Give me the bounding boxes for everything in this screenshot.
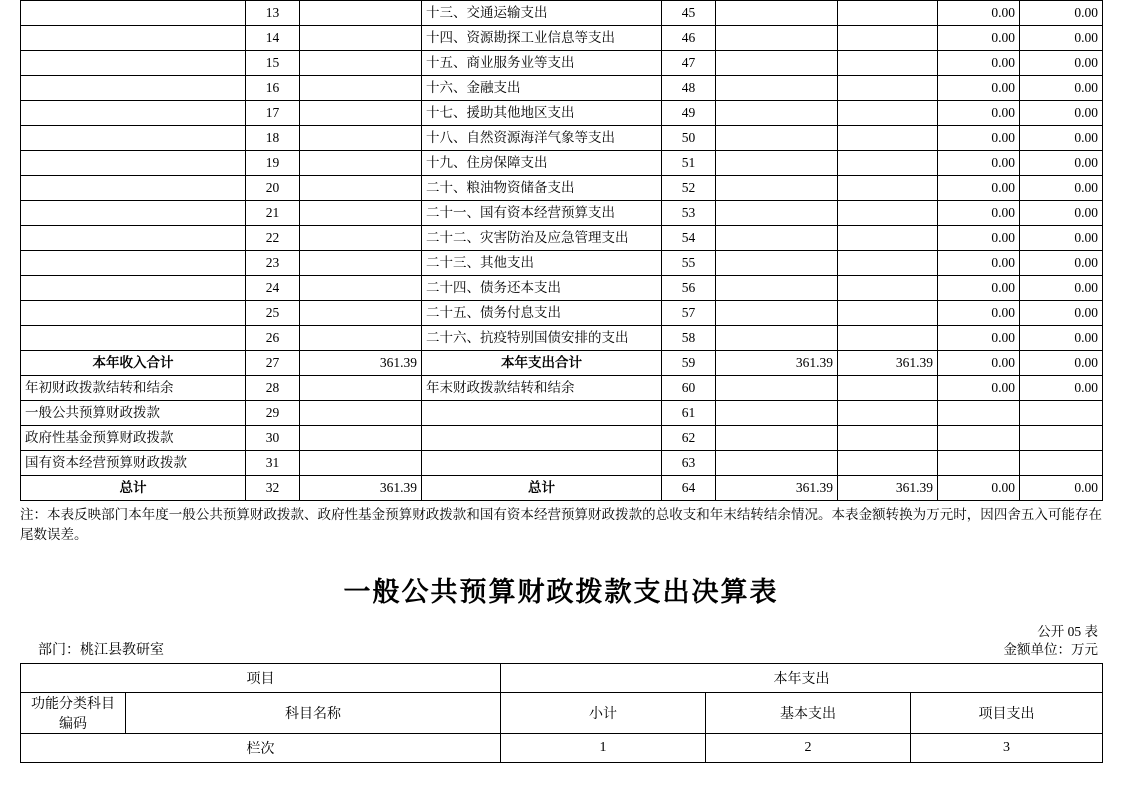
row-left-label <box>21 276 246 301</box>
budget-continued-table <box>20 0 1103 501</box>
row-value-1 <box>716 201 838 226</box>
header-num-3: 3 <box>911 734 1103 763</box>
row-right-no: 56 <box>662 276 716 301</box>
row-left-no: 27 <box>246 351 300 376</box>
row-left-no: 18 <box>246 126 300 151</box>
row-left-no: 26 <box>246 326 300 351</box>
department-line <box>38 639 164 659</box>
row-left-value <box>300 301 422 326</box>
row-left-no: 21 <box>246 201 300 226</box>
row-left-no: 31 <box>246 451 300 476</box>
header-num-1: 1 <box>501 734 706 763</box>
row-right-label: 本年支出合计 <box>422 351 662 376</box>
row-left-no: 28 <box>246 376 300 401</box>
row-left-value <box>300 326 422 351</box>
row-value-1 <box>716 326 838 351</box>
row-value-3: 0.00 <box>938 276 1020 301</box>
row-value-2 <box>838 251 938 276</box>
row-left-label <box>21 126 246 151</box>
table-row <box>21 76 1103 101</box>
table-row <box>21 101 1103 126</box>
row-value-3 <box>938 401 1020 426</box>
row-right-no: 46 <box>662 26 716 51</box>
row-left-no: 22 <box>246 226 300 251</box>
row-right-no: 49 <box>662 101 716 126</box>
row-value-1 <box>716 376 838 401</box>
row-left-label <box>21 151 246 176</box>
row-right-label: 总计 <box>422 476 662 501</box>
row-left-no: 17 <box>246 101 300 126</box>
row-right-label: 二十四、债务还本支出 <box>422 276 662 301</box>
row-right-no: 47 <box>662 51 716 76</box>
header-group-current-year: 本年支出 <box>501 664 1103 693</box>
row-value-3: 0.00 <box>938 476 1020 501</box>
header-col-project: 项目支出 <box>911 693 1103 734</box>
row-right-label: 十九、住房保障支出 <box>422 151 662 176</box>
expenditure-table <box>20 663 1103 763</box>
table-row <box>21 326 1103 351</box>
row-value-3: 0.00 <box>938 176 1020 201</box>
row-right-label: 二十五、债务付息支出 <box>422 301 662 326</box>
row-value-2 <box>838 326 938 351</box>
row-value-2 <box>838 451 938 476</box>
row-value-2 <box>838 76 938 101</box>
row-left-value <box>300 401 422 426</box>
row-value-2 <box>838 276 938 301</box>
table-row <box>21 376 1103 401</box>
row-left-label <box>21 101 246 126</box>
row-value-2 <box>838 301 938 326</box>
row-right-no: 51 <box>662 151 716 176</box>
row-right-label: 二十三、其他支出 <box>422 251 662 276</box>
header-row-label: 栏次 <box>21 734 501 763</box>
row-left-label: 一般公共预算财政拨款 <box>21 401 246 426</box>
table-meta <box>20 623 1102 657</box>
table-row <box>21 1 1103 26</box>
row-left-label: 国有资本经营预算财政拨款 <box>21 451 246 476</box>
row-left-label <box>21 51 246 76</box>
row-right-no: 61 <box>662 401 716 426</box>
row-left-value <box>300 276 422 301</box>
header-col-code <box>21 693 126 734</box>
row-left-no: 23 <box>246 251 300 276</box>
row-value-2 <box>838 151 938 176</box>
row-left-no: 32 <box>246 476 300 501</box>
header-column-row <box>21 693 1103 734</box>
row-value-4: 0.00 <box>1020 201 1103 226</box>
table-row <box>21 201 1103 226</box>
row-value-4 <box>1020 401 1103 426</box>
row-left-value <box>300 26 422 51</box>
row-value-1 <box>716 426 838 451</box>
row-right-label: 十七、援助其他地区支出 <box>422 101 662 126</box>
table-note: 注：本表反映部门本年度一般公共预算财政拨款、政府性基金预算财政拨款和国有资本经营预算财政拨款的总收支和年末结转结余情况。本表金额转换为万元时，因四舍五入可能存在尾数误差。 <box>20 507 1102 542</box>
row-left-no: 15 <box>246 51 300 76</box>
row-left-no: 14 <box>246 26 300 51</box>
row-right-label: 二十六、抗疫特别国债安排的支出 <box>422 326 662 351</box>
row-value-4: 0.00 <box>1020 101 1103 126</box>
row-value-4: 0.00 <box>1020 376 1103 401</box>
row-left-label: 政府性基金预算财政拨款 <box>21 426 246 451</box>
row-value-4: 0.00 <box>1020 51 1103 76</box>
row-value-1 <box>716 51 838 76</box>
row-value-4: 0.00 <box>1020 276 1103 301</box>
row-value-3: 0.00 <box>938 151 1020 176</box>
row-left-label <box>21 76 246 101</box>
row-value-4: 0.00 <box>1020 151 1103 176</box>
header-column-number-row <box>21 734 1103 763</box>
row-value-1 <box>716 401 838 426</box>
row-value-3 <box>938 451 1020 476</box>
row-value-1 <box>716 451 838 476</box>
table-row <box>21 151 1103 176</box>
row-right-label: 十六、金融支出 <box>422 76 662 101</box>
row-value-4: 0.00 <box>1020 76 1103 101</box>
header-num-2: 2 <box>706 734 911 763</box>
table-row-grand-total <box>21 476 1103 501</box>
row-value-4: 0.00 <box>1020 326 1103 351</box>
row-right-no: 62 <box>662 426 716 451</box>
row-value-1 <box>716 176 838 201</box>
row-value-2 <box>838 126 938 151</box>
row-value-4: 0.00 <box>1020 251 1103 276</box>
row-left-no: 24 <box>246 276 300 301</box>
row-right-no: 64 <box>662 476 716 501</box>
row-left-value <box>300 51 422 76</box>
table-row <box>21 126 1103 151</box>
row-left-label <box>21 326 246 351</box>
row-value-3: 0.00 <box>938 376 1020 401</box>
row-value-3: 0.00 <box>938 51 1020 76</box>
table-row <box>21 401 1103 426</box>
row-left-value <box>300 76 422 101</box>
row-right-no: 60 <box>662 376 716 401</box>
row-value-2 <box>838 26 938 51</box>
page-title: 一般公共预算财政拨款支出决算表 <box>343 577 779 608</box>
expenditure-table-header <box>21 664 1103 763</box>
table-row <box>21 251 1103 276</box>
row-value-1 <box>716 26 838 51</box>
row-value-1 <box>716 276 838 301</box>
row-left-label <box>21 176 246 201</box>
row-value-3: 0.00 <box>938 76 1020 101</box>
row-left-label <box>21 251 246 276</box>
amount-unit: 金额单位：万元 <box>1003 642 1098 658</box>
row-value-2: 361.39 <box>838 351 938 376</box>
row-right-no: 57 <box>662 301 716 326</box>
row-value-3: 0.00 <box>938 101 1020 126</box>
row-value-2 <box>838 1 938 26</box>
row-right-label: 年末财政拨款结转和结余 <box>422 376 662 401</box>
row-value-2 <box>838 176 938 201</box>
row-value-3: 0.00 <box>938 301 1020 326</box>
row-left-value <box>300 101 422 126</box>
table-row <box>21 226 1103 251</box>
row-value-1: 361.39 <box>716 351 838 376</box>
row-right-label: 二十一、国有资本经营预算支出 <box>422 201 662 226</box>
row-left-label <box>21 1 246 26</box>
row-right-no: 45 <box>662 1 716 26</box>
row-left-label <box>21 201 246 226</box>
row-value-4: 0.00 <box>1020 176 1103 201</box>
row-left-label: 年初财政拨款结转和结余 <box>21 376 246 401</box>
row-value-1 <box>716 301 838 326</box>
budget-table-body <box>21 1 1103 501</box>
row-right-label <box>422 401 662 426</box>
row-left-label <box>21 301 246 326</box>
row-value-1 <box>716 251 838 276</box>
row-right-no: 54 <box>662 226 716 251</box>
table-row <box>21 51 1103 76</box>
row-left-value <box>300 451 422 476</box>
row-right-no: 55 <box>662 251 716 276</box>
row-value-2 <box>838 101 938 126</box>
row-left-label <box>21 226 246 251</box>
header-col-code-line2: 编码 <box>59 717 87 733</box>
row-value-3: 0.00 <box>938 351 1020 376</box>
row-left-value <box>300 376 422 401</box>
row-right-no: 52 <box>662 176 716 201</box>
row-right-label: 十四、资源勘探工业信息等支出 <box>422 26 662 51</box>
table-row <box>21 451 1103 476</box>
row-value-2 <box>838 376 938 401</box>
row-right-label: 十五、商业服务业等支出 <box>422 51 662 76</box>
row-value-4: 0.00 <box>1020 301 1103 326</box>
row-right-label: 二十、粮油物资储备支出 <box>422 176 662 201</box>
row-value-4: 0.00 <box>1020 1 1103 26</box>
table-row <box>21 426 1103 451</box>
row-value-4 <box>1020 426 1103 451</box>
row-left-value: 361.39 <box>300 351 422 376</box>
row-right-no: 48 <box>662 76 716 101</box>
row-right-no: 63 <box>662 451 716 476</box>
row-right-no: 59 <box>662 351 716 376</box>
row-left-no: 29 <box>246 401 300 426</box>
row-value-3: 0.00 <box>938 226 1020 251</box>
row-right-label <box>422 451 662 476</box>
row-value-4: 0.00 <box>1020 226 1103 251</box>
row-value-1 <box>716 151 838 176</box>
table-row-total <box>21 351 1103 376</box>
row-value-3: 0.00 <box>938 1 1020 26</box>
public-form-number: 公开 05 表 <box>1037 624 1098 640</box>
department-value: 桃江县教研室 <box>80 643 164 659</box>
row-value-1: 361.39 <box>716 476 838 501</box>
table-row <box>21 276 1103 301</box>
header-col-code-line1: 功能分类科目 <box>31 697 115 713</box>
row-value-4: 0.00 <box>1020 26 1103 51</box>
row-left-value <box>300 126 422 151</box>
row-value-3: 0.00 <box>938 251 1020 276</box>
row-left-label: 本年收入合计 <box>21 351 246 376</box>
row-value-3: 0.00 <box>938 126 1020 151</box>
row-right-label: 十三、交通运输支出 <box>422 1 662 26</box>
row-value-2 <box>838 201 938 226</box>
row-left-no: 16 <box>246 76 300 101</box>
row-value-1 <box>716 101 838 126</box>
row-left-no: 20 <box>246 176 300 201</box>
row-left-value <box>300 1 422 26</box>
row-right-no: 53 <box>662 201 716 226</box>
row-value-1 <box>716 1 838 26</box>
header-col-basic: 基本支出 <box>706 693 911 734</box>
row-left-value <box>300 151 422 176</box>
row-right-no: 50 <box>662 126 716 151</box>
row-left-no: 25 <box>246 301 300 326</box>
row-value-1 <box>716 76 838 101</box>
row-left-label <box>21 26 246 51</box>
row-left-no: 13 <box>246 1 300 26</box>
header-group-row <box>21 664 1103 693</box>
row-left-value <box>300 201 422 226</box>
row-left-label: 总计 <box>21 476 246 501</box>
table-row <box>21 176 1103 201</box>
row-left-no: 19 <box>246 151 300 176</box>
table-meta-right <box>1004 623 1099 659</box>
row-left-value <box>300 226 422 251</box>
table-row <box>21 301 1103 326</box>
row-value-4: 0.00 <box>1020 351 1103 376</box>
row-value-3: 0.00 <box>938 326 1020 351</box>
row-value-2 <box>838 426 938 451</box>
row-right-no: 58 <box>662 326 716 351</box>
row-value-3 <box>938 426 1020 451</box>
row-value-4: 0.00 <box>1020 126 1103 151</box>
header-col-subtotal: 小计 <box>501 693 706 734</box>
row-left-no: 30 <box>246 426 300 451</box>
row-value-4 <box>1020 451 1103 476</box>
row-value-3: 0.00 <box>938 201 1020 226</box>
row-value-1 <box>716 226 838 251</box>
row-value-1 <box>716 126 838 151</box>
header-col-name: 科目名称 <box>126 693 501 734</box>
row-value-4: 0.00 <box>1020 476 1103 501</box>
department-label: 部门： <box>38 643 80 659</box>
row-left-value <box>300 251 422 276</box>
row-left-value <box>300 426 422 451</box>
row-value-3: 0.00 <box>938 26 1020 51</box>
row-value-2 <box>838 226 938 251</box>
header-group-item: 项目 <box>21 664 501 693</box>
row-left-value: 361.39 <box>300 476 422 501</box>
row-value-2 <box>838 51 938 76</box>
row-value-2 <box>838 401 938 426</box>
row-right-label: 二十二、灾害防治及应急管理支出 <box>422 226 662 251</box>
table-row <box>21 26 1103 51</box>
row-value-2: 361.39 <box>838 476 938 501</box>
row-right-label <box>422 426 662 451</box>
row-left-value <box>300 176 422 201</box>
row-right-label: 十八、自然资源海洋气象等支出 <box>422 126 662 151</box>
